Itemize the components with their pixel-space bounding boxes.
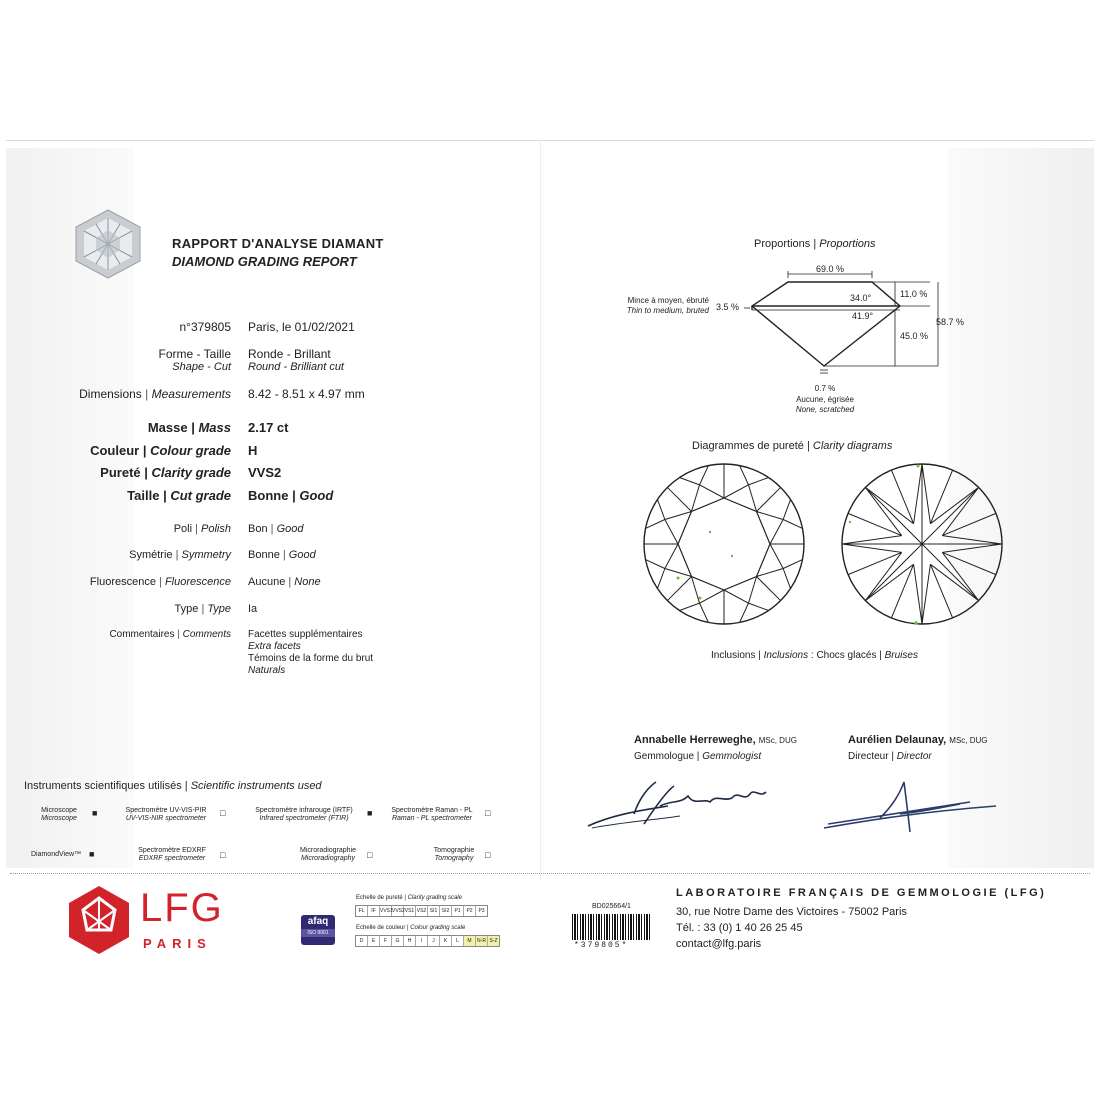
fluorescence-value: Aucune | None [248,576,321,588]
clarity-scale-cell-si1: SI1 [428,906,440,916]
colour-scale-cell-k: K [440,936,452,946]
colour-scale-cell-l: L [452,936,464,946]
colour-scale-cell-i: I [416,936,428,946]
cut-label: Taille | Cut grade [127,488,231,503]
symmetry-label: Symétrie | Symmetry [129,549,231,561]
colour-scale-title: Echelle de couleur | Colour grading scale [356,925,466,931]
lfg-logo-sub: PARIS [143,936,212,951]
colour-scale-cell-f: F [380,936,392,946]
colour-scale-cell-d: D [356,936,368,946]
instrument-ftir: Spectromètre infrarouge (IRTF) Infrared spectrometer (FTIR) [255,807,353,822]
barcode-ref: BD025664/1 [592,903,631,910]
director-signature [820,778,1004,836]
total-depth: 58.7 % [936,317,965,327]
clarity-scale-cell-vs1: VS1 [404,908,415,914]
inclusions-legend: Inclusions | Inclusions : Chocs glacés | Bruises [711,650,918,661]
colour-scale-cell-j: J [428,936,440,946]
shape-label-en: Shape - Cut [172,361,231,373]
instrument-diamondview-checkbox: ■ [89,849,95,859]
footer-divider [10,873,1090,874]
instrument-tomography: Tomographie Tomography [433,847,475,862]
shape-label-fr: Forme - Taille [158,347,231,361]
clarity-scale-cell-p1: P1 [452,906,464,916]
director-name: Aurélien Delaunay, MSc, DUG [848,734,988,746]
culet-size: 0.7 % [814,384,836,393]
instrument-edxrf: Spectromètre EDXRF EDXRF spectrometer [138,847,206,862]
colour-scale-cell-n-r: N-R [476,936,488,946]
report-number: n°379805 [179,320,231,334]
instrument-diamondview: DiamondView™ [30,851,82,858]
colour-scale-cell-g: G [392,936,404,946]
comments-value: Facettes supplémentaires Extra facets Témoins de la forme du brut Naturals [248,629,374,676]
instrument-ftir-checkbox: ■ [367,808,373,818]
colour-scale-cell-m: M [464,936,476,946]
lab-name: LABORATOIRE FRANÇAIS DE GEMMOLOGIE (LFG) [676,887,1047,899]
comments-label: Commentaires | Comments [109,629,231,640]
clarity-diagrams-title: Diagrammes de pureté | Clarity diagrams [692,440,893,452]
clarity-label: Pureté | Clarity grade [100,465,231,480]
clarity-scale-title: Echelle de pureté | Clarity grading scale [356,895,462,901]
mass-label: Masse | Mass [147,420,231,435]
pavilion-depth: 45.0 % [900,331,929,341]
crown-angle: 34.0° [850,293,872,303]
colour-scale-grid [355,935,500,947]
dimensions-label: Dimensions | Measurements [79,387,231,401]
clarity-scale-cell-vs2: VS2 [416,908,427,914]
instrument-microscope: Microscope Microscope [41,807,77,822]
barcode-text: *379805* [574,941,629,950]
instrument-tomography-checkbox: □ [485,850,491,860]
gemmologist-name: Annabelle Herreweghe, MSc, DUG [634,734,797,746]
shape-value-en: Round - Brilliant cut [248,361,344,373]
instrument-uv-vis-nir: Spectromètre UV-VIS-PIR UV-VIS-NIR spectrometer [125,807,207,822]
type-value: Ia [248,603,258,615]
instrument-microscope-checkbox: ■ [92,808,98,818]
lab-email[interactable]: contact@lfg.paris [676,938,762,950]
lab-phone: Tél. : 33 (0) 1 40 26 25 45 [676,922,803,934]
gemmologist-signature [584,776,774,836]
instrument-edxrf-checkbox: □ [220,850,226,860]
colour-label: Couleur | Colour grade [90,443,231,458]
girdle-description: Mince à moyen, ébruté Thin to medium, bruted [626,296,709,315]
culet-description: Aucune, égrisée None, scratched [795,395,855,414]
polish-label: Poli | Polish [173,523,231,535]
diamond-hexagon-icon [72,208,144,280]
fluorescence-label: Fluorescence | Fluorescence [89,576,231,588]
clarity-value: VVS2 [248,465,282,480]
lfg-logo-icon [66,884,132,956]
lab-address: 30, rue Notre Dame des Victoires - 75002 Paris [676,906,907,918]
pavilion-angle: 41.9° [852,311,874,321]
clarity-scale-cell-vvs1: VVS1 [380,908,393,914]
colour-scale-cell-e: E [368,936,380,946]
shape-value-fr: Ronde - Brillant [248,347,331,361]
crown-clarity-diagram [640,460,808,628]
crown-height: 11.0 % [900,289,928,299]
gemmologist-title: Gemmologue | Gemmologist [634,751,762,762]
instrument-raman: Spectromètre Raman - PL Raman - PL spectrometer [391,807,473,822]
proportions-diagram [740,262,950,380]
instrument-microradiography-checkbox: □ [367,850,373,860]
proportions-title: Proportions | Proportions [754,238,876,250]
barcode [572,914,652,940]
clarity-scale-cell-si2: SI2 [440,906,452,916]
report-title-en: DIAMOND GRADING REPORT [172,254,357,269]
report-title-fr: RAPPORT D'ANALYSE DIAMANT [172,236,384,251]
afaq-badge: afaq ISO 9001 [301,915,335,945]
symmetry-value: Bonne | Good [248,549,316,561]
director-title: Directeur | Director [848,751,932,762]
colour-scale-cell-h: H [404,936,416,946]
clarity-scale-cell-if: IF [368,906,380,916]
table-percent: 69.0 % [816,264,845,274]
lfg-logo-text: LFG [140,886,224,930]
pavilion-clarity-diagram [838,460,1006,628]
cut-value: Bonne | Good [248,488,334,503]
colour-value: H [248,443,258,458]
polish-value: Bon | Good [248,523,304,535]
mass-value: 2.17 ct [248,420,289,435]
clarity-scale-cell-p3: P3 [478,908,485,914]
report-date: Paris, le 01/02/2021 [248,320,355,334]
clarity-scale-grid [355,905,488,917]
instruments-title: Instruments scientifiques utilisés | Scientific instruments used [24,780,322,792]
girdle-thickness: 3.5 % [716,302,740,312]
colour-scale-cell-s-z: S-Z [489,938,498,944]
clarity-scale-cell-fl: FL [356,906,368,916]
instrument-uv-vis-nir-checkbox: □ [220,808,226,818]
instrument-microradiography: Microradiographie Microradiography [299,847,357,862]
instrument-raman-checkbox: □ [485,808,491,818]
dimensions-value: 8.42 - 8.51 x 4.97 mm [248,387,365,401]
fold-line [540,140,541,880]
type-label: Type | Type [174,603,231,615]
clarity-scale-cell-vvs2: VVS2 [392,908,405,914]
clarity-scale-cell-p2: P2 [464,906,476,916]
